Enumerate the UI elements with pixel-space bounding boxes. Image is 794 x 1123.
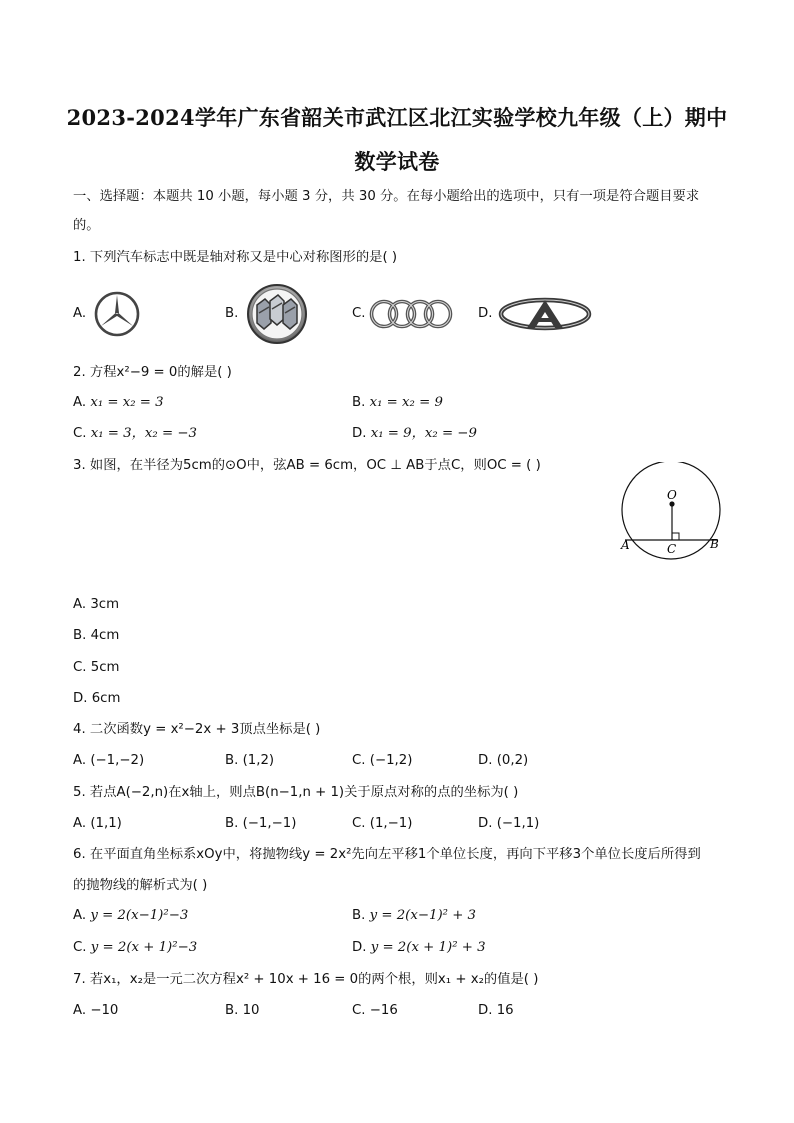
- section-instructions: 一、选择题：本题共 10 小题，每小题 3 分，共 30 分。在每小题给出的选项中，只有一项是符合题目要求: [73, 189, 700, 204]
- option-d: D. 6cm: [73, 691, 121, 706]
- mercedes-benz-logo-icon: [92, 290, 142, 338]
- exam-title: 2023-2024学年广东省韶关市武江区北江实验学校九年级（上）期中: [66, 105, 728, 130]
- question-6-stem: 6. 在平面直角坐标系xOy中，将抛物线y = 2x²先向左平移1个单位长度，再向下平移3个单位长度后所得到: [73, 847, 701, 862]
- question-2-stem: 2. 方程x²−9 = 0的解是( ): [73, 365, 232, 380]
- option-label: A.: [73, 306, 87, 321]
- option-c: C. x₁ = 3，x₂ = −3: [73, 426, 197, 441]
- question-7-stem: 7. 若x₁，x₂是一元二次方程x² + 10x + 16 = 0的两个根，则x₁ + x₂的值是( ): [73, 972, 539, 987]
- exam-subtitle: 数学试卷: [354, 149, 440, 174]
- option-b: B. 4cm: [73, 628, 120, 643]
- option-d: D. (−1,1): [478, 816, 540, 831]
- option-b: B. 10: [225, 1003, 260, 1018]
- option-label: B.: [225, 306, 239, 321]
- option-d: D. y = 2(x + 1)² + 3: [352, 940, 486, 955]
- question-1-stem: 1. 下列汽车标志中既是轴对称又是中心对称图形的是( ): [73, 250, 398, 265]
- option-d: D. x₁ = 9，x₂ = −9: [352, 426, 477, 441]
- option-a: A. −10: [73, 1003, 119, 1018]
- option-a: A. (−1,−2): [73, 753, 145, 768]
- option-label: D.: [478, 306, 493, 321]
- option-a: A. x₁ = x₂ = 3: [73, 395, 164, 410]
- buick-logo-icon: [245, 283, 309, 345]
- option-b: B. (1,2): [225, 753, 275, 768]
- question-4-stem: 4. 二次函数y = x²−2x + 3顶点坐标是( ): [73, 722, 321, 737]
- option-b: B. y = 2(x−1)² + 3: [352, 908, 477, 923]
- option-c: C. (1,−1): [352, 816, 413, 831]
- circle-chord-diagram: [616, 462, 726, 562]
- option-a: A. 3cm: [73, 597, 120, 612]
- option-d: D. (0,2): [478, 753, 529, 768]
- option-b: B. x₁ = x₂ = 9: [352, 395, 443, 410]
- option-d: D. 16: [478, 1003, 514, 1018]
- option-c: C. y = 2(x + 1)²−3: [73, 940, 198, 955]
- chery-logo-icon: [497, 296, 593, 332]
- option-label: C.: [352, 306, 366, 321]
- section-instructions-cont: 的。: [73, 218, 100, 233]
- option-b: B. (−1,−1): [225, 816, 297, 831]
- option-a: A. y = 2(x−1)²−3: [73, 908, 189, 923]
- option-c: C. (−1,2): [352, 753, 413, 768]
- audi-logo-icon: [368, 297, 454, 331]
- question-5-stem: 5. 若点A(−2,n)在x轴上，则点B(n−1,n + 1)关于原点对称的点的坐标为( ): [73, 785, 519, 800]
- figure-label-a: A: [621, 538, 630, 552]
- question-3-stem: 3. 如图，在半径为5cm的⊙O中，弦AB = 6cm，OC ⊥ AB于点C，则OC = ( ): [73, 458, 541, 473]
- figure-label-b: B: [710, 537, 719, 551]
- option-c: C. 5cm: [73, 660, 120, 675]
- figure-label-c: C: [667, 542, 677, 556]
- option-c: C. −16: [352, 1003, 398, 1018]
- option-a: A. (1,1): [73, 816, 122, 831]
- figure-label-o: O: [667, 488, 677, 502]
- question-6-stem-cont: 的抛物线的解析式为( ): [73, 878, 208, 893]
